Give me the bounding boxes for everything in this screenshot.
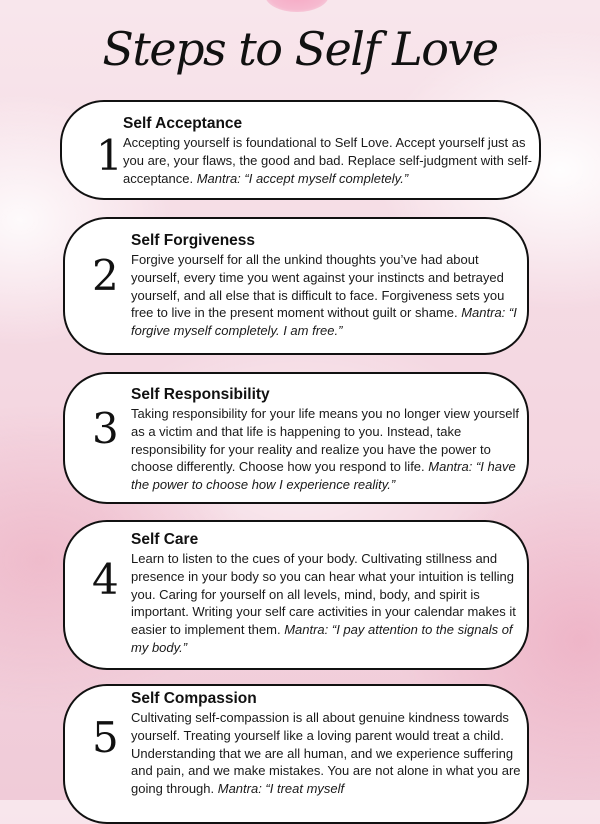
step-number: 5	[92, 713, 119, 762]
step-number: 3	[92, 404, 119, 453]
step-number: 1	[96, 131, 123, 180]
step-mantra: Mantra: “I have the power to choose how I experience reality.”	[131, 459, 516, 493]
step-text: Taking responsibility for your life means you no longer view yourself as a victim and that life is happening to you. Instead, take responsibility for your reality and realize you have the power to choose differently. Choose how you respond to life.	[131, 406, 520, 475]
step-card-self-forgiveness	[63, 217, 529, 355]
step-content	[123, 115, 533, 187]
step-heading: Self Forgiveness	[131, 232, 256, 249]
step-text: Forgive yourself for all the unkind thoughts you’ve had about yourself, every time you went against your instincts and betrayed yourself, and all else that is difficult to face. Forgiveness sets you free to live in the present moment without guilt or shame.	[131, 252, 505, 321]
step-text: Learn to listen to the cues of your body. Cultivating stillness and presence in your body so you can hear what your intuition is telling you. Caring for yourself on all levels, mind, body, and spirit is important. Writing your self care activities in your calendar makes it easier to implement them.	[131, 551, 516, 638]
step-content	[131, 386, 525, 494]
step-card-self-care	[63, 520, 529, 670]
step-mantra: Mantra: “I accept myself completely.”	[196, 170, 409, 186]
step-mantra: Mantra: “I pay attention to the signals of my body.”	[131, 622, 513, 655]
step-description	[131, 405, 525, 494]
step-heading: Self Acceptance	[123, 115, 243, 132]
step-description	[131, 709, 525, 798]
step-mantra: Mantra: “I treat myself	[217, 781, 345, 797]
step-card-self-compassion	[63, 684, 529, 824]
page-title: Steps to Self Love	[102, 22, 498, 76]
step-content	[131, 531, 525, 657]
step-card-self-acceptance	[60, 100, 541, 200]
step-number: 2	[92, 251, 119, 300]
step-description	[123, 134, 533, 187]
step-description	[131, 251, 525, 340]
step-heading: Self Responsibility	[131, 386, 270, 403]
decorative-blob	[265, 0, 329, 12]
step-description	[131, 550, 525, 657]
step-card-self-responsibility	[63, 372, 529, 504]
step-heading: Self Compassion	[131, 690, 257, 707]
step-heading: Self Care	[131, 531, 199, 548]
step-content	[131, 232, 525, 340]
step-text: Cultivating self-compassion is all about genuine kindness towards yourself. Treating yourself like a loving parent would treat a child. Understanding that we are all human, and we experience suffering and pain, and we make mistakes. You are not alone in what you are going through.	[131, 710, 521, 797]
step-number: 4	[92, 555, 119, 604]
step-mantra: Mantra: “I forgive myself completely. I am free.”	[131, 305, 517, 339]
step-content	[131, 690, 525, 798]
step-text: Accepting yourself is foundational to Self Love. Accept yourself just as you are, your flaws, the good and bad. Replace self-judgment with self-acceptance.	[123, 135, 533, 186]
